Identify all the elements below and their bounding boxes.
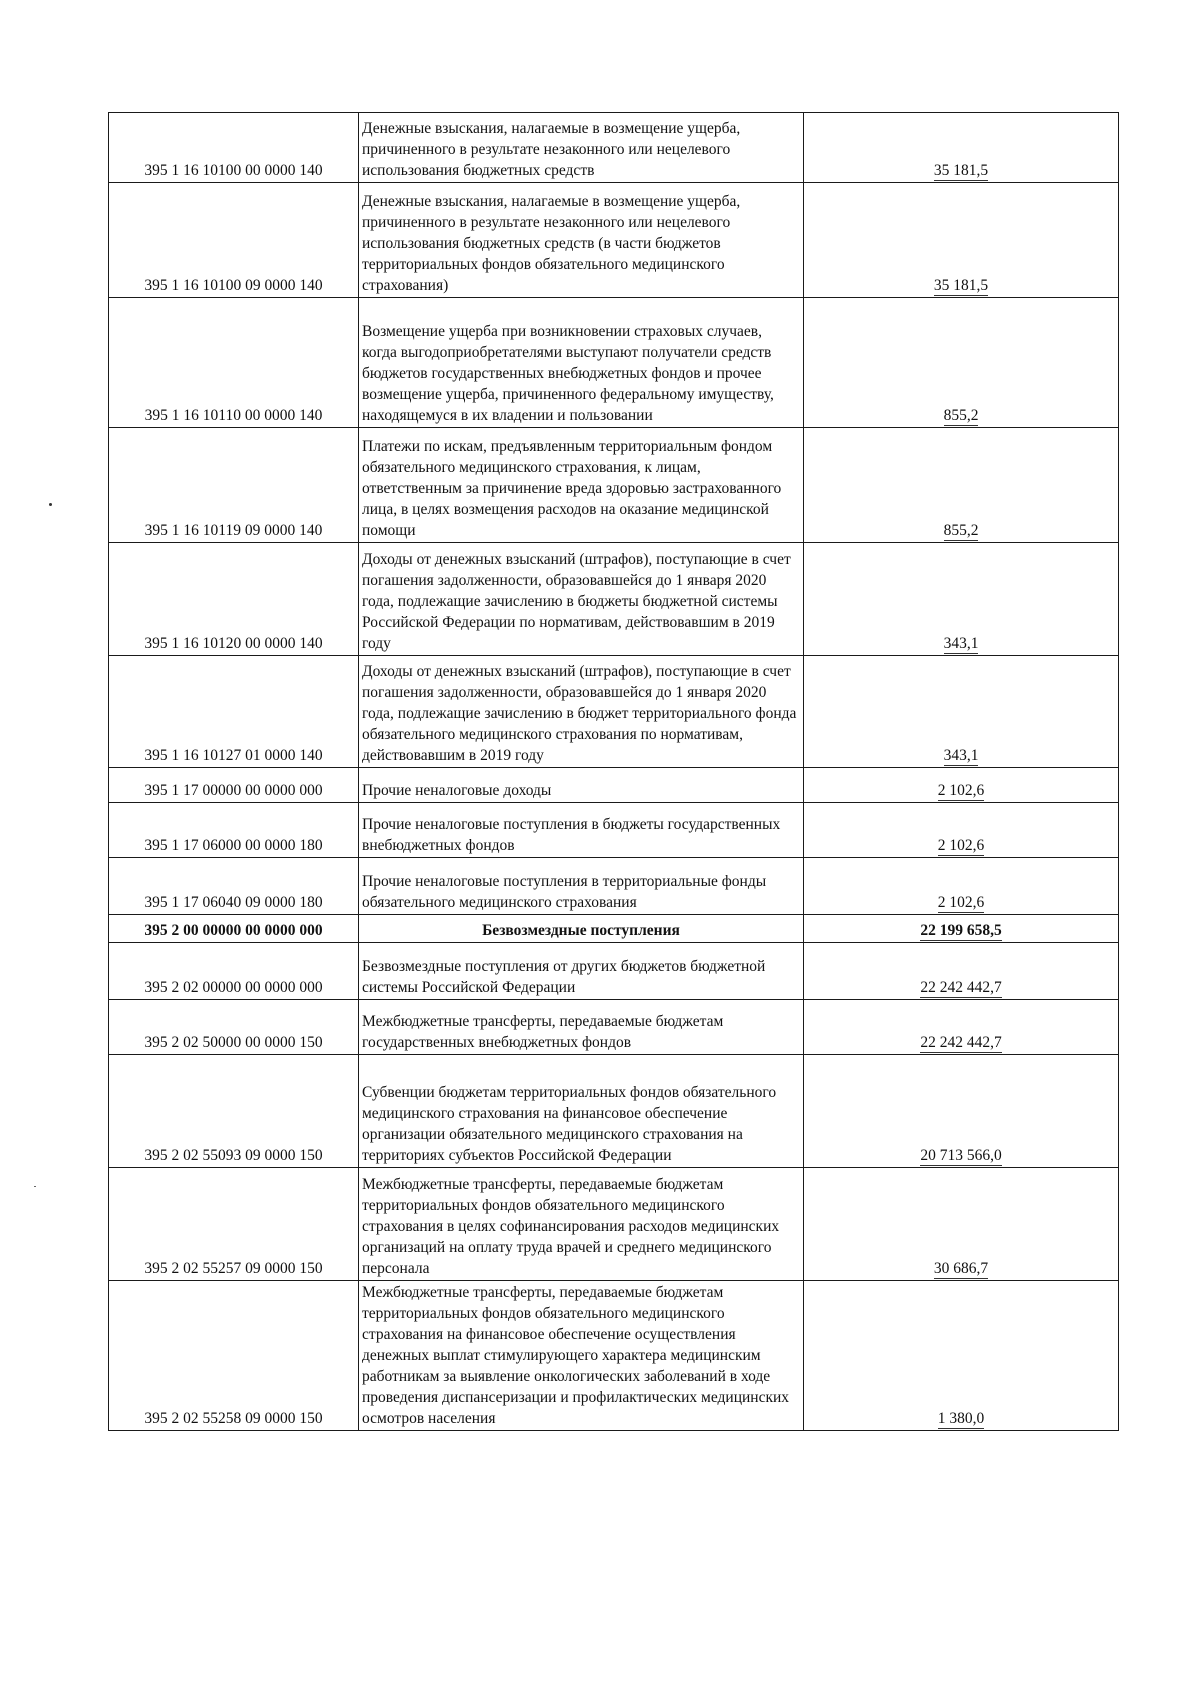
amount-cell [804,1000,1119,1055]
amount-cell [804,803,1119,858]
amount-cell [804,298,1119,428]
table-row [109,803,1119,858]
income-name-cell: Прочие неналоговые доходы [359,768,804,803]
amount-value: 855,2 [943,522,979,539]
income-name-cell: Межбюджетные трансферты, передаваемые бюджетам территориальных фондов обязательного медицинского страхования в целях софинансирования расходов медицинских организаций на оплату труда врачей и среднего медицинского персонала [359,1168,804,1281]
income-name-cell: Денежные взыскания, налагаемые в возмещение ущерба, причиненного в результате незаконного или нецелевого использования бюджетных средств (в части бюджетов территориальных фондов обязательного медицинского страхования) [359,183,804,298]
table-row [109,1168,1119,1281]
amount-value: 22 199 658,5 [920,922,1002,939]
table-row [109,656,1119,768]
budget-code-cell: 395 1 16 10100 09 0000 140 [109,183,359,298]
budget-code-cell: 395 2 02 55258 09 0000 150 [109,1281,359,1431]
amount-value: 35 181,5 [933,277,989,294]
amount-cell [804,1168,1119,1281]
budget-code-cell: 395 1 17 06040 09 0000 180 [109,858,359,915]
amount-cell [804,183,1119,298]
income-name-cell: Межбюджетные трансферты, передаваемые бюджетам государственных внебюджетных фондов [359,1000,804,1055]
table-row [109,183,1119,298]
income-name-cell: Безвозмездные поступления [359,915,804,943]
amount-value: 30 686,7 [933,1260,989,1277]
amount-value: 2 102,6 [937,837,985,854]
income-name-cell: Субвенции бюджетам территориальных фондов обязательного медицинского страхования на финансовое обеспечение организации обязательного медицинского страхования на территориях субъектов Российской Федерации [359,1055,804,1168]
table-row [109,113,1119,183]
budget-code-cell: 395 1 16 10120 00 0000 140 [109,543,359,656]
amount-cell [804,768,1119,803]
income-name-cell: Межбюджетные трансферты, передаваемые бюджетам территориальных фондов обязательного медицинского страхования на финансовое обеспечение осуществления денежных выплат стимулирующего характера медицинским работникам за выявление онкологических заболеваний в ходе проведения диспансеризации и профилактических медицинских осмотров населения [359,1281,804,1431]
amount-cell [804,428,1119,543]
budget-code-cell: 395 1 16 10110 00 0000 140 [109,298,359,428]
table-row [109,298,1119,428]
table-row [109,943,1119,1000]
amount-cell [804,543,1119,656]
amount-value: 20 713 566,0 [920,1147,1002,1164]
income-name-cell: Возмещение ущерба при возникновении страховых случаев, когда выгодоприобретателями выступают получатели средств бюджетов государственных внебюджетных фондов и прочее возмещение ущерба, причиненного федеральному имуществу, находящемуся в их владении и пользовании [359,298,804,428]
budget-code-cell: 395 1 16 10119 09 0000 140 [109,428,359,543]
amount-value: 855,2 [943,407,979,424]
budget-code-cell: 395 2 00 00000 00 0000 000 [109,915,359,943]
income-name-cell: Прочие неналоговые поступления в бюджеты государственных внебюджетных фондов [359,803,804,858]
table-row [109,543,1119,656]
table-row [109,1000,1119,1055]
budget-code-cell: 395 2 02 50000 00 0000 150 [109,1000,359,1055]
budget-code-cell: 395 1 17 06000 00 0000 180 [109,803,359,858]
table-row [109,1281,1119,1431]
income-name-cell: Прочие неналоговые поступления в территориальные фонды обязательного медицинского страхования [359,858,804,915]
amount-value: 22 242 442,7 [920,1034,1002,1051]
amount-value: 1 380,0 [937,1410,985,1427]
income-name-cell: Доходы от денежных взысканий (штрафов), поступающие в счет погашения задолженности, образовавшейся до 1 января 2020 года, подлежащие зачислению в бюджет территориального фонда обязательного медицинского страхования по нормативам, действовавшим в 2019 году [359,656,804,768]
amount-cell [804,915,1119,943]
budget-code-cell: 395 2 02 55093 09 0000 150 [109,1055,359,1168]
amount-value: 343,1 [943,747,979,764]
amount-value: 343,1 [943,635,979,652]
budget-code-cell: 395 1 16 10100 00 0000 140 [109,113,359,183]
amount-cell [804,943,1119,1000]
scan-speck [34,1186,36,1187]
budget-code-cell: 395 1 16 10127 01 0000 140 [109,656,359,768]
table-row [109,858,1119,915]
income-name-cell: Денежные взыскания, налагаемые в возмещение ущерба, причиненного в результате незаконного или нецелевого использования бюджетных средств [359,113,804,183]
amount-cell [804,113,1119,183]
table-row [109,1055,1119,1168]
budget-code-cell: 395 1 17 00000 00 0000 000 [109,768,359,803]
amount-cell [804,858,1119,915]
income-name-cell: Платежи по искам, предъявленным территориальным фондом обязательного медицинского страхования, к лицам, ответственным за причинение вреда здоровью застрахованного лица, в целях возмещения расходов на оказание медицинской помощи [359,428,804,543]
amount-cell [804,1281,1119,1431]
amount-value: 22 242 442,7 [920,979,1002,996]
amount-value: 2 102,6 [937,894,985,911]
amount-cell [804,656,1119,768]
revenue-table [108,112,1119,1431]
scan-speck [49,503,52,506]
income-name-cell: Доходы от денежных взысканий (штрафов), поступающие в счет погашения задолженности, образовавшейся до 1 января 2020 года, подлежащие зачислению в бюджеты бюджетной системы Российской Федерации по нормативам, действовавшим в 2019 году [359,543,804,656]
amount-value: 2 102,6 [937,782,985,799]
budget-code-cell: 395 2 02 55257 09 0000 150 [109,1168,359,1281]
table-row [109,428,1119,543]
amount-value: 35 181,5 [933,162,989,179]
table-row [109,768,1119,803]
table-row [109,915,1119,943]
income-name-cell: Безвозмездные поступления от других бюджетов бюджетной системы Российской Федерации [359,943,804,1000]
amount-cell [804,1055,1119,1168]
budget-code-cell: 395 2 02 00000 00 0000 000 [109,943,359,1000]
